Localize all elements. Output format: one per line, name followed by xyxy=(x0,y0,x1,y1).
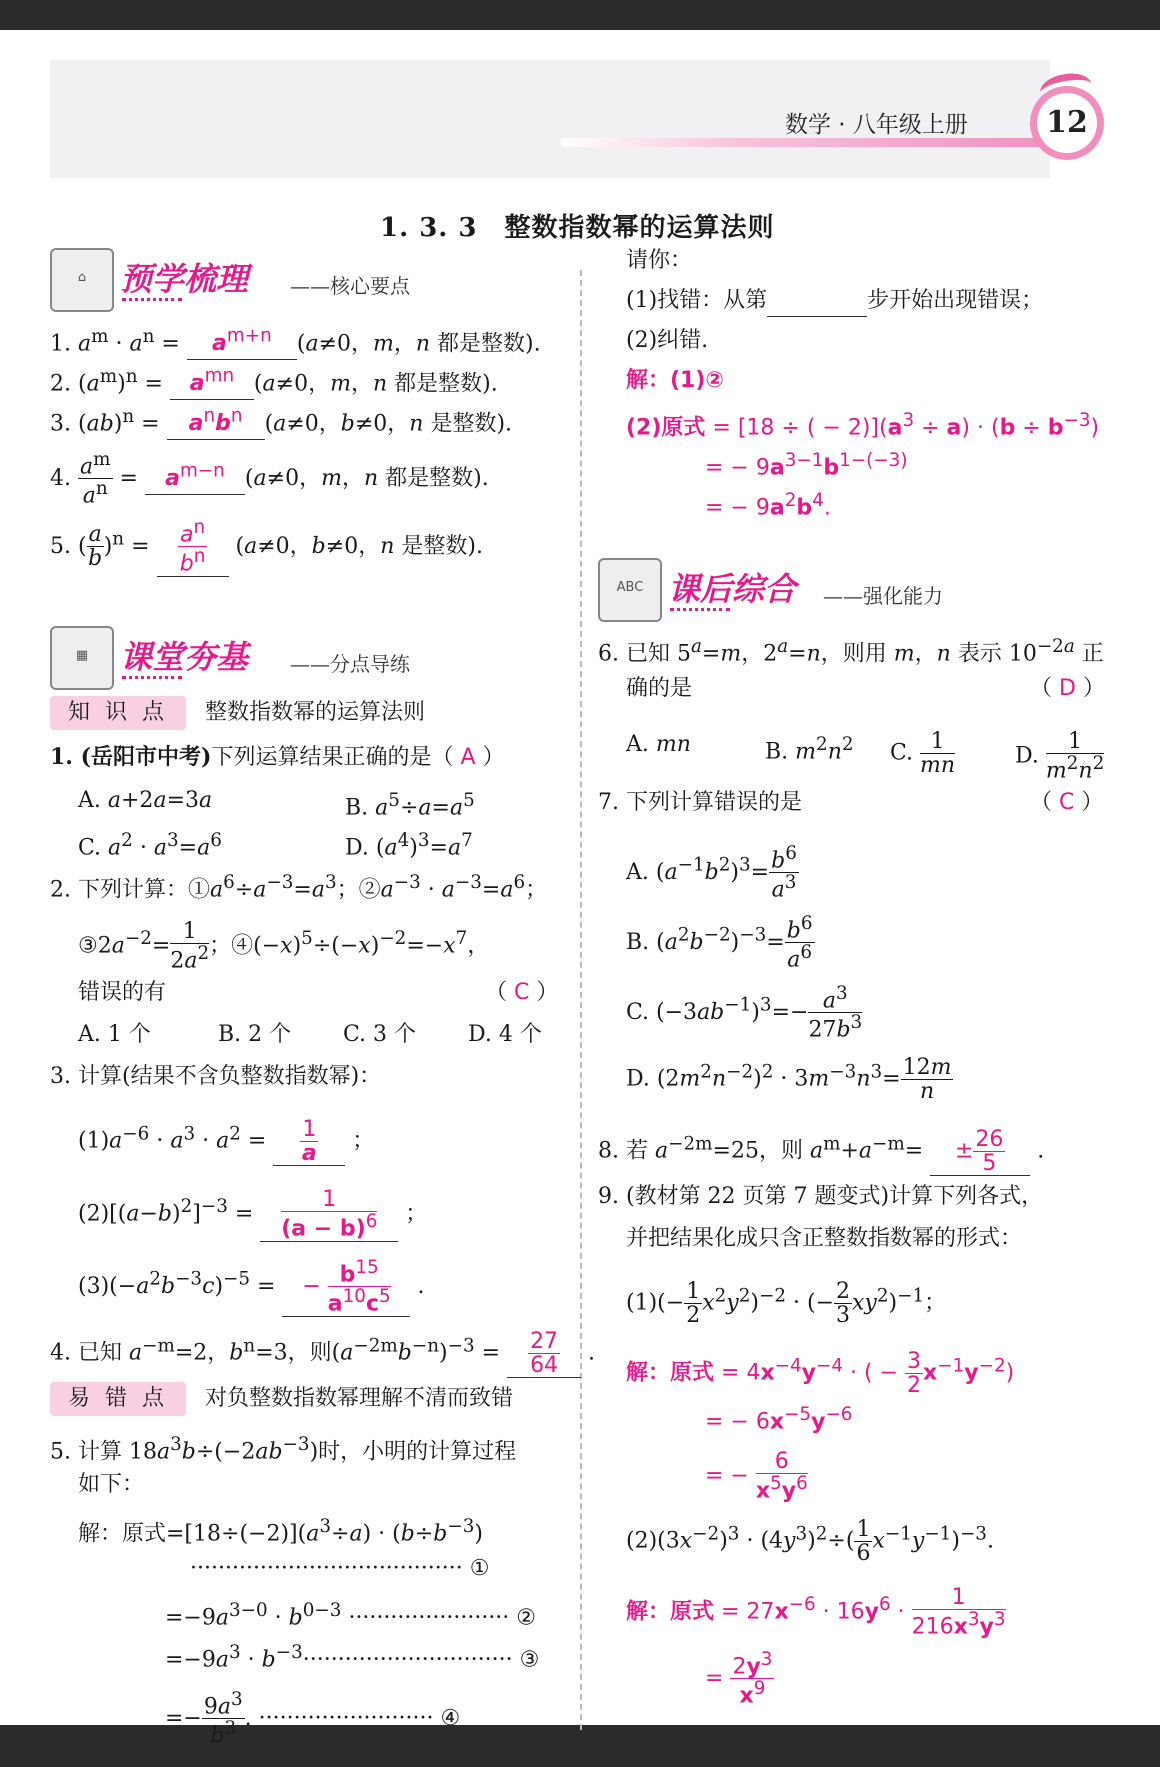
section-class-subtitle: ——分点导练 xyxy=(290,652,410,676)
title-underline-dots xyxy=(670,608,730,611)
q9-sol-2: 解：原式 = $27x^{-6} \cdot 16y^6$ · $\frac{1}{216x^3y^3}$ xyxy=(626,1585,1006,1640)
abc-book-icon: ABC xyxy=(598,558,662,622)
q3-part-3: $(3)(-a^2b^{-3}c)^{-5}$ = − $\frac{b^{15}}{a^{10}c^5}$ . xyxy=(78,1257,425,1317)
q5-stem: 5. 计算 $18a^3b\div(-2ab^{-3})$时，小明的计算过程 xyxy=(50,1434,517,1465)
q2-choice-b: B. 2 个 xyxy=(218,1022,292,1047)
q9-sol-2b: = $\frac{2y^3}{x^9}$ xyxy=(705,1649,773,1709)
q9-sol-1: 解：原式 = $4x^{-4}y^{-4}$ · ( − $\frac{3}{2}$ $x^{-1}y^{-2}$) xyxy=(626,1349,1015,1399)
q3-part-1: $(1)a^{-6} \cdot a^3 \cdot a^2$ = $\frac{1}{a}$ ； xyxy=(78,1117,375,1167)
q1-option-b: B. $a^5\div a=a^5$ xyxy=(345,790,475,821)
q5-answer-4: = − $9a^2b^4$. xyxy=(705,490,831,521)
title-underline-dots xyxy=(122,676,182,679)
q7-option-b: B. $(a^2b^{-2})^{-3}=$ $\frac{b^6}{a^6}$ xyxy=(626,913,813,973)
rule-4: 4. $\frac{a^m}{a^n}$ = $a^{m-n}$ (a≠0，m，n 都是整数). xyxy=(50,449,489,509)
rule-5: 5. ( $\frac{a}{b}$ )$^n$ = $\frac{a^n}{b^n}$ (a≠0，b≠0，n 是整数). xyxy=(50,517,483,577)
section-after-class-heading xyxy=(598,558,1018,622)
q1-option-d: D. $(a^4)^3=a^7$ xyxy=(345,830,473,861)
q9-part-1: (1)(− $\frac{1}{2}$ $x^2y^2)^{-2}$ · (− $\frac{2}{3}$ $xy^2)^{-1}$； xyxy=(626,1279,947,1329)
q8: 8. 若 $a^{-2m}=25$，则 $a^m+a^{-m}=$ ± $\frac{26}{5}$ . xyxy=(598,1127,1045,1177)
q5-step-4: =− $\frac{9a^3}{b^3}$ . ························· ④ xyxy=(165,1689,461,1749)
q2-choice-d: D. 4 个 xyxy=(468,1022,542,1047)
q7-option-d: D. $(2m^2n^{-2})^2 \cdot 3m^{-3}n^3=$ $\frac{12m}{n}$ xyxy=(626,1055,952,1105)
school-icon: ⌂ xyxy=(50,248,114,312)
q6-stem-2: 确的是 xyxy=(626,676,693,701)
section-preview-title: 预学梳理 xyxy=(120,260,249,298)
q4: 4. 已知 $a^{-m}=2$，$b^n=3$，则$(a^{-2m}b^{-n})^{-3}$ = $\frac{27}{64}$ . xyxy=(50,1329,596,1379)
q3-stem: 3. 计算(结果不含负整数指数幂)： xyxy=(50,1064,382,1089)
section-after-class-title: 课后综合 xyxy=(668,570,797,608)
q2-answer: （ C ） xyxy=(485,980,559,1005)
q5-find-error: (1)找错：从第 步开始出现错误； xyxy=(626,286,1043,317)
common-mistake-text: 对负整数指数幂理解不清而致错 xyxy=(205,1386,514,1411)
q7-option-c: C. $(-3ab^{-1})^3=-$ $\frac{a^3}{27b^3}$ xyxy=(626,983,863,1043)
q6-option-b: B. $m^2n^2$ xyxy=(765,734,854,765)
page-number: 12 xyxy=(1037,93,1097,153)
q7-stem: 7. 下列计算错误的是 xyxy=(598,790,802,815)
q2-wrong-label: 错误的有 xyxy=(78,980,167,1005)
backpack-icon: ▦ xyxy=(50,626,114,690)
q9-sol-1c: = − $\frac{6}{x^5y^6}$ xyxy=(705,1449,808,1504)
q5-fix-error: (2)纠错. xyxy=(626,328,709,353)
q6-option-d: D. $\frac{1}{m^2n^2}$ xyxy=(1015,729,1105,784)
rule-1: 1. $a^m \cdot a^n = a^{m+n}$ (a≠0，m，n 都是整数). xyxy=(50,322,541,360)
section-class-title: 课堂夯基 xyxy=(120,638,249,676)
header-subject: 数学 · 八年级上册 xyxy=(785,112,968,138)
q1-option-a: A. a+2a=3a xyxy=(78,788,213,813)
section-preview-subtitle: ——核心要点 xyxy=(290,274,410,298)
section-after-class-subtitle: ——强化能力 xyxy=(823,584,943,608)
q6-answer: （ D ） xyxy=(1030,676,1105,701)
column-divider xyxy=(580,270,582,1730)
section-class-heading xyxy=(50,626,470,690)
q5-answer-2: (2)原式 = [18 ÷ ( − $2)](a^3 \div a) \cdot (b \div b^{-3})$ xyxy=(626,410,1100,441)
q9-part-2: $(2)(3x^{-2})^3 \cdot (4y^3)^2\div$( $\frac{1}{6}$ $x^{-1}y^{-1})^{-3}$. xyxy=(626,1517,994,1567)
knowledge-point-text: 整数指数幂的运算法则 xyxy=(205,700,426,725)
header-decor-line xyxy=(560,138,1070,147)
q5-answer-3: = − $9a^{3-1}b^{1-(-3)}$ xyxy=(705,450,908,481)
q5-stem-2: 如下： xyxy=(78,1472,145,1497)
q1-option-c: C. $a^2 \cdot a^3=a^6$ xyxy=(78,830,222,861)
q5-step-3: $=-9a^3 \cdot b^{-3}\cdot\cdot\cdot\cdot\cdot\cdot\cdot\cdot\cdot\cdot\cdot\cdot\cdot\cdot\cdot\cdot\cdot\cdot\cdot\cdot\cdot\cdot\cdot\cdot\cdot\cdot\cdot\cdot\cdot\cdot$ ③ xyxy=(165,1642,540,1673)
q9-sol-1b: = − $6x^{-5}y^{-6}$ xyxy=(705,1404,853,1435)
q6-stem: 6. 已知 $5^a=m$，$2^a=n$，则用 m，n 表示 $10^{-2a}$ 正 xyxy=(598,636,1104,667)
q3-part-2: $(2)[(a-b)^2]^{-3}$ = $\frac{1}{(a - b)^6}$ ； xyxy=(78,1187,428,1242)
q7-option-a: A. $(a^{-1}b^2)^3=$ $\frac{b^6}{a^3}$ xyxy=(626,843,797,903)
common-mistake-tag: 易 错 点 xyxy=(50,1382,186,1416)
q2-stem: 2. 下列计算：$①a^6\div a^{-3}=a^3$；$②a^{-3} \cdot a^{-3}=a^6$； xyxy=(50,872,548,903)
q5-step-1: ······································· ① xyxy=(190,1556,490,1581)
q5-answer-1: 解：(1)② xyxy=(626,368,725,393)
q9-stem: 9. (教材第 22 页第 7 题变式)计算下列各式， xyxy=(598,1184,1044,1209)
section-preview-heading xyxy=(50,248,470,312)
q2-stem-2: $③2a^{-2}=$ $\frac{1}{2a^2}$ ；$④(-x)^5\div(-x)^{-2}=-x^7$， xyxy=(78,919,490,974)
q6-option-a: A. mn xyxy=(626,732,691,757)
q5-solution: 解：原式$=[18\div(-2)](a^3\div a) \cdot (b\div b^{-3})$ xyxy=(78,1516,483,1547)
q9-stem-2: 并把结果化成只含正整数指数幂的形式： xyxy=(626,1226,1023,1251)
document-page xyxy=(0,30,1160,1749)
rule-2: 2. $(a^m)^n = a^{mn}$ (a≠0，m，n 都是整数). xyxy=(50,362,498,400)
q5-ask: 请你： xyxy=(626,248,693,273)
title-underline-dots xyxy=(122,298,182,301)
q6-option-c: C. $\frac{1}{mn}$ xyxy=(890,729,956,779)
q7-answer: （ C ） xyxy=(1030,790,1104,815)
q2-choice-c: C. 3 个 xyxy=(343,1022,417,1047)
q1-stem: 1. (岳阳市中考)下列运算结果正确的是（ A ） xyxy=(50,744,505,770)
q2-choice-a: A. 1 个 xyxy=(78,1022,151,1047)
knowledge-point-tag: 知 识 点 xyxy=(50,696,186,730)
section-title: 1. 3. 3 整数指数幂的运算法则 xyxy=(380,213,775,243)
rule-3: 3. $(ab)^n = a^nb^n$ (a≠0，b≠0，n 是整数). xyxy=(50,402,512,440)
q5-step-2: $=-9a^{3-0} \cdot b^{0-3}$ ······················· ② xyxy=(165,1600,537,1631)
